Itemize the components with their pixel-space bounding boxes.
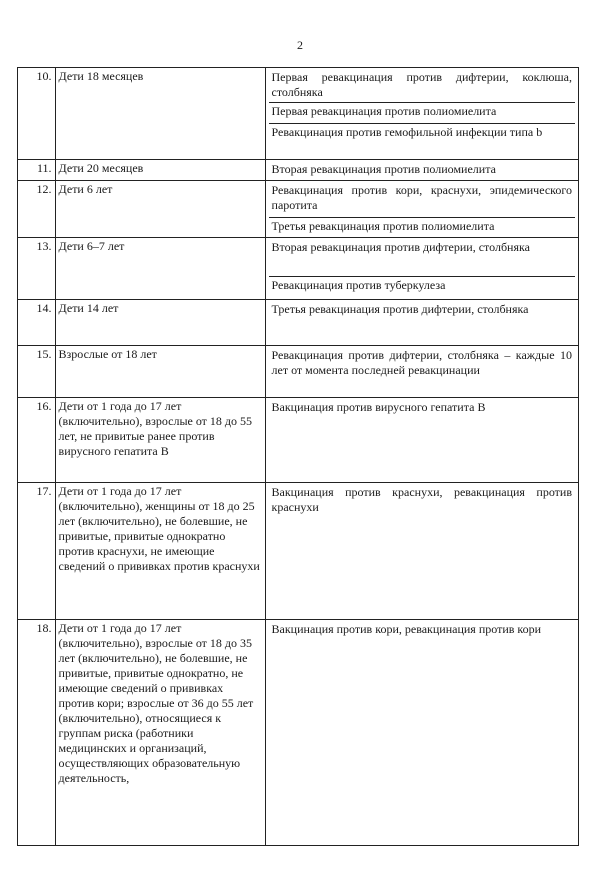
- row-number: 18.: [18, 620, 56, 846]
- vaccination-cell: [265, 483, 578, 620]
- table-row: [18, 68, 579, 160]
- table-row: [18, 300, 579, 346]
- age-group: Дети 14 лет: [55, 300, 265, 346]
- vaccination-item: Ревакцинация против кори, краснухи, эпидемического паротита: [271, 183, 572, 212]
- table-row: [18, 483, 579, 620]
- age-group: Дети от 1 года до 17 лет (включительно), женщины от 18 до 25 лет (включительно), не болевшие, не привитые, привитые однократно против краснухи, не имеющие сведений о прививках против краснухи: [55, 483, 265, 620]
- vaccination-item: Вторая ревакцинация против дифтерии, столбняка: [271, 240, 530, 254]
- vaccination-item: Вакцинация против кори, ревакцинация против кори: [271, 622, 542, 636]
- vaccination-item: Ревакцинация против туберкулеза: [269, 276, 575, 295]
- age-group: Дети от 1 года до 17 лет (включительно), взрослые от 18 до 55 лет, не привитые ранее против вирусного гепатита В: [55, 398, 265, 483]
- row-number: 14.: [18, 300, 56, 346]
- row-number: 13.: [18, 238, 56, 300]
- vaccination-item: Первая ревакцинация против дифтерии, коклюша, столбняка: [271, 70, 572, 99]
- vaccination-item: Вакцинация против краснухи, ревакцинация против краснухи: [271, 485, 572, 514]
- table-row: [18, 398, 579, 483]
- vaccination-cell: [265, 398, 578, 483]
- table-row: [18, 346, 579, 398]
- row-number: 17.: [18, 483, 56, 620]
- row-number: 16.: [18, 398, 56, 483]
- row-number: 11.: [18, 160, 56, 181]
- vaccination-cell: [265, 160, 578, 181]
- age-group: Дети от 1 года до 17 лет (включительно), взрослые от 18 до 35 лет (включительно), не болевшие, не привитые, привитые однократно, не имеющие сведений о прививках против кори; взрослые от 36 до 55 лет (включительно), относящиеся к группам риска (работники медицинских и организаций, осуществляющих образовательную деятельность,: [55, 620, 265, 846]
- vaccination-cell: [265, 346, 578, 398]
- row-number: 12.: [18, 181, 56, 238]
- age-group: Взрослые от 18 лет: [55, 346, 265, 398]
- vaccination-cell: [265, 68, 578, 160]
- vaccination-cell: [265, 300, 578, 346]
- age-group: Дети 6–7 лет: [55, 238, 265, 300]
- row-number: 15.: [18, 346, 56, 398]
- table-row: [18, 160, 579, 181]
- age-group: Дети 6 лет: [55, 181, 265, 238]
- vaccination-item: Вакцинация против вирусного гепатита В: [271, 400, 486, 414]
- table-row: [18, 620, 579, 846]
- vaccination-cell: [265, 238, 578, 300]
- table-row: [18, 181, 579, 238]
- row-number: 10.: [18, 68, 56, 160]
- vaccination-item: Третья ревакцинация против дифтерии, столбняка: [271, 302, 529, 316]
- vaccination-item: Третья ревакцинация против полиомиелита: [269, 217, 575, 236]
- vaccination-item: Первая ревакцинация против полиомиелита: [269, 102, 575, 123]
- vaccination-schedule-table: [17, 67, 579, 846]
- vaccination-item: Ревакцинация против гемофильной инфекции типа b: [269, 123, 575, 142]
- age-group: Дети 18 месяцев: [55, 68, 265, 160]
- vaccination-item: Вторая ревакцинация против полиомиелита: [271, 162, 496, 176]
- table-row: [18, 238, 579, 300]
- page-number: 2: [297, 38, 303, 52]
- age-group: Дети 20 месяцев: [55, 160, 265, 181]
- vaccination-item: Ревакцинация против дифтерии, столбняка – каждые 10 лет от момента последней ревакцинации: [271, 348, 572, 377]
- vaccination-cell: [265, 181, 578, 238]
- vaccination-cell: [265, 620, 578, 846]
